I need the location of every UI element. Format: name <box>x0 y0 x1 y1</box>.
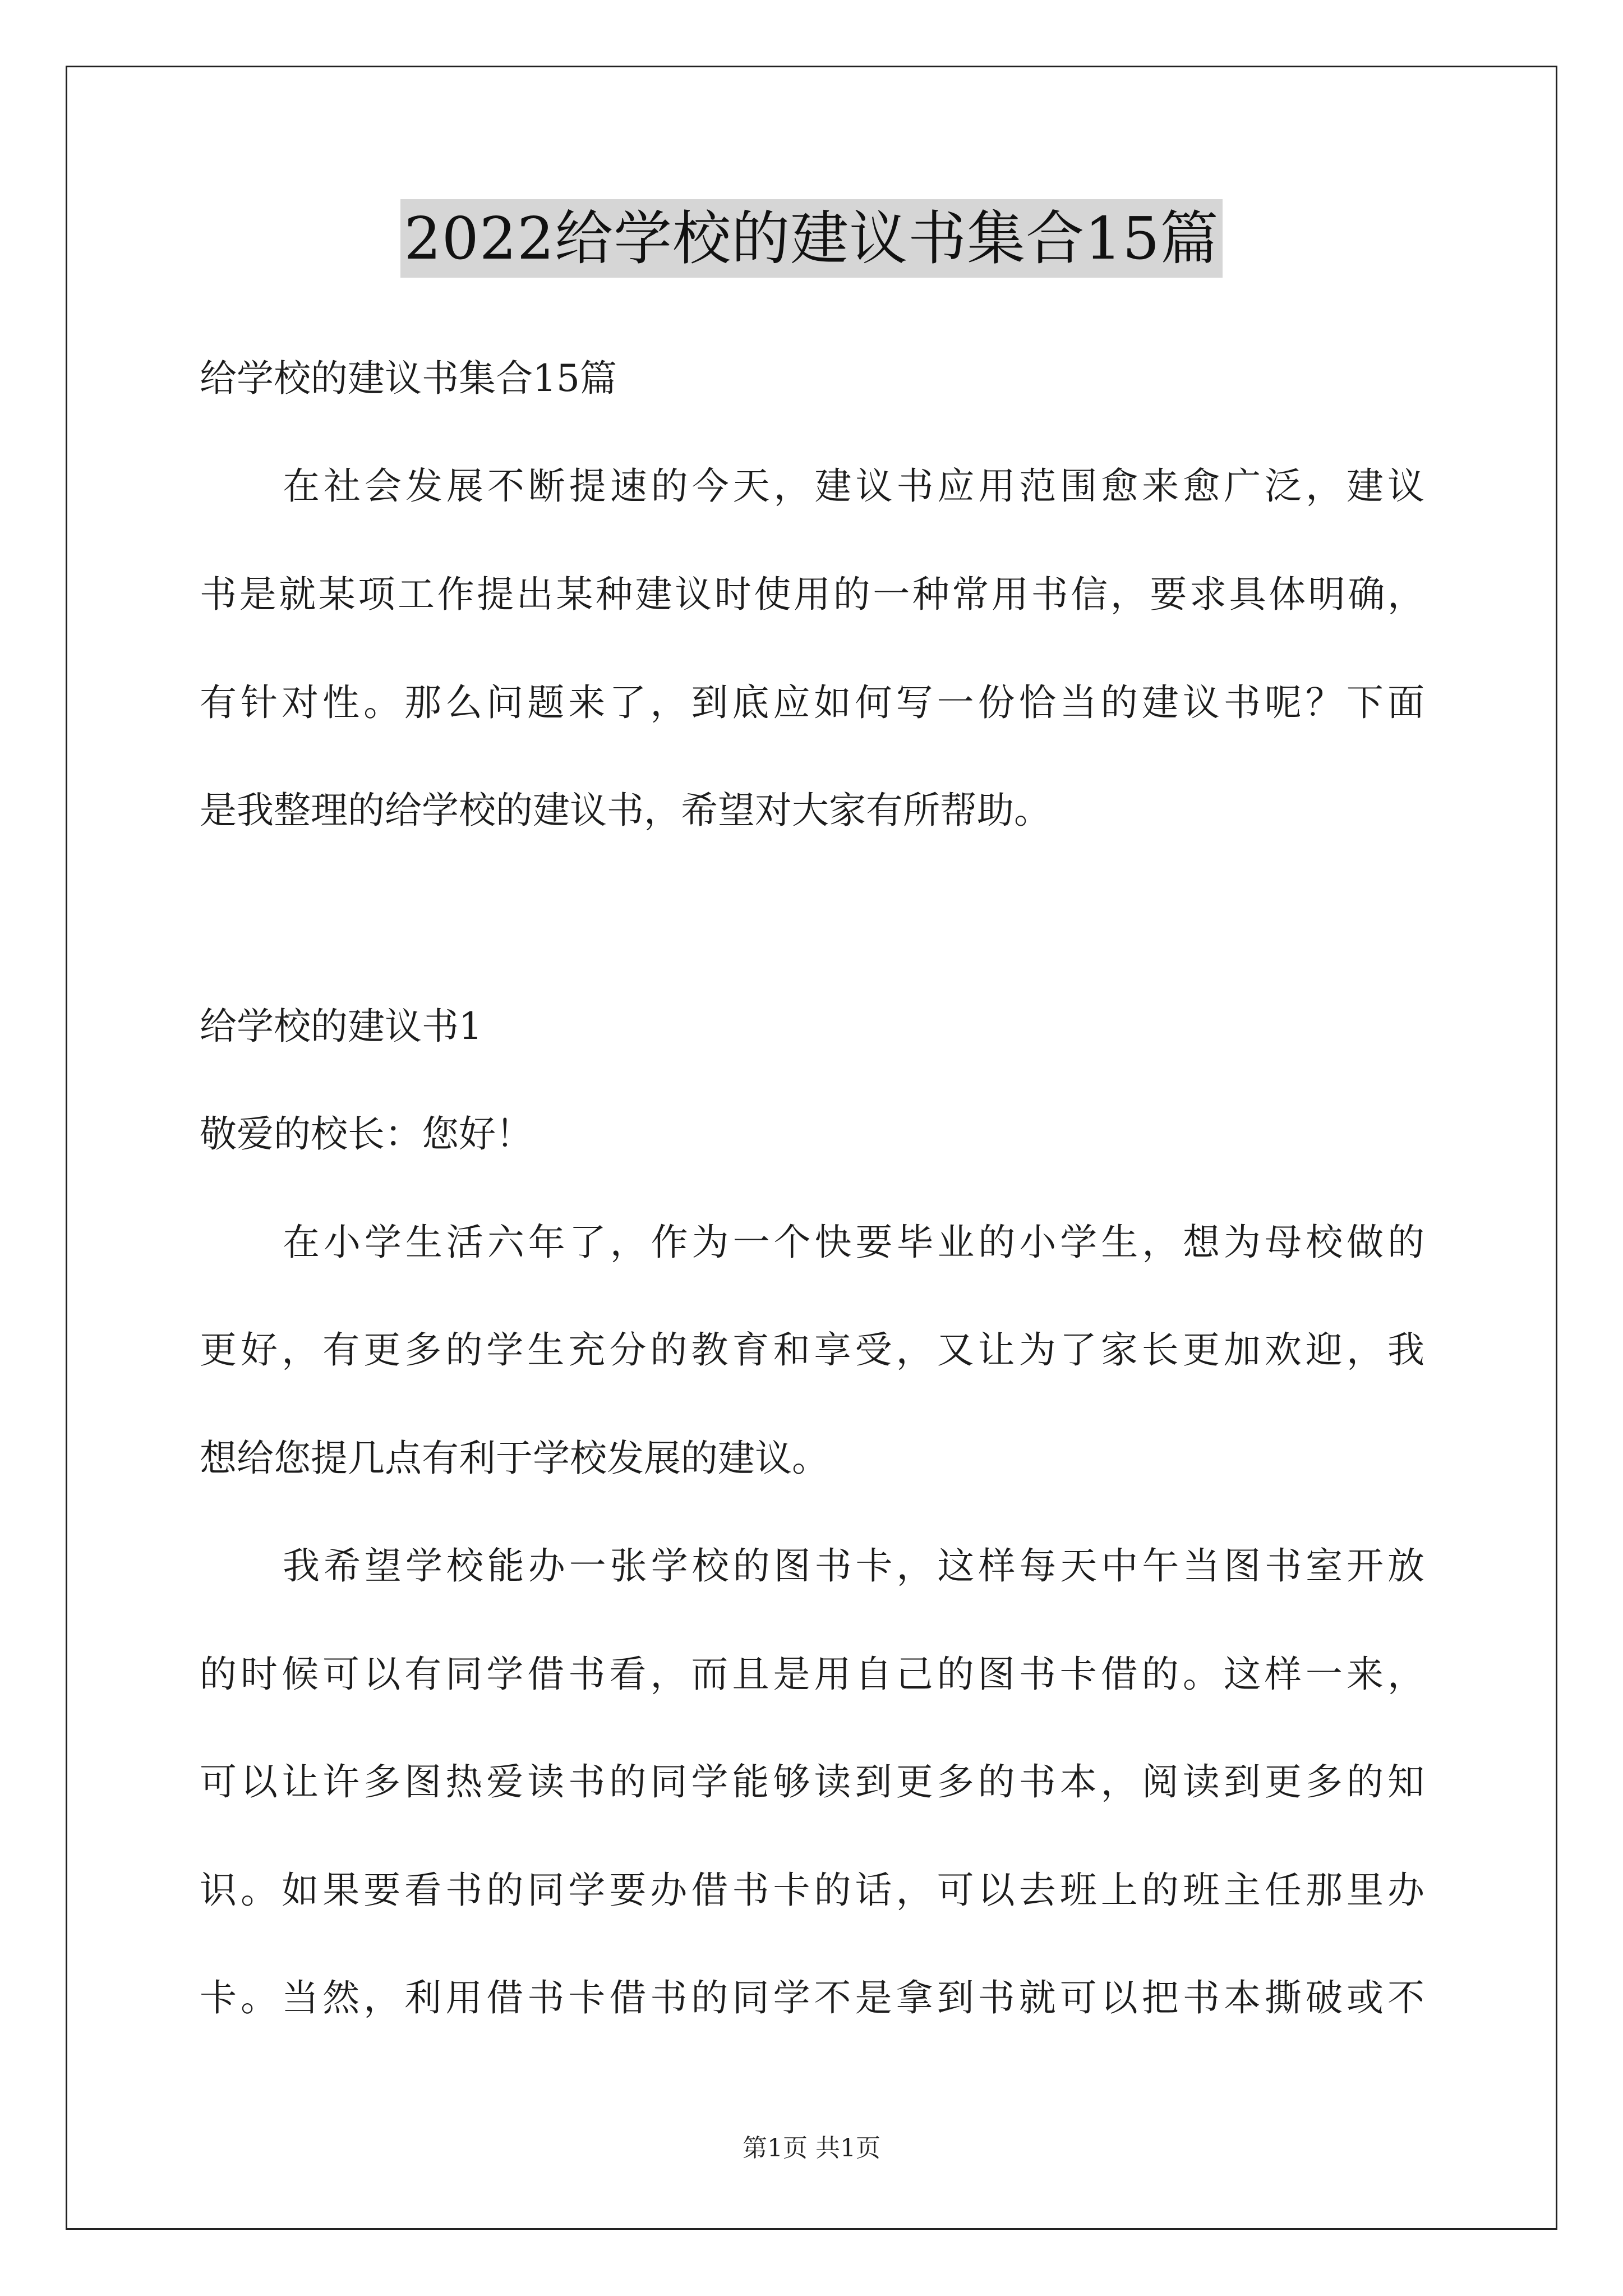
intro-line-1: 在社会发展不断提速的今天，建议书应用范围愈来愈广泛，建议 <box>283 464 1424 508</box>
intro-line-3: 有针对性。那么问题来了，到底应如何写一份恰当的建议书呢？下面 <box>200 681 1424 724</box>
title-container <box>0 199 1623 278</box>
section-heading: 给学校的建议书1 <box>200 1005 482 1048</box>
para2-line-4: 识。如果要看书的同学要办借书卡的话，可以去班上的班主任那里办 <box>200 1869 1424 1912</box>
para2-line-3: 可以让许多图热爱读书的同学能够读到更多的书本，阅读到更多的知 <box>200 1760 1424 1803</box>
para1-line-3: 想给您提几点有利于学校发展的建议。 <box>200 1437 829 1480</box>
para2-line-2: 的时候可以有同学借书看，而且是用自己的图书卡借的。这样一来， <box>200 1653 1424 1696</box>
para2-line-5: 卡。当然，利用借书卡借书的同学不是拿到书就可以把书本撕破或不 <box>200 1976 1424 2019</box>
page-footer: 第1页 共1页 <box>743 2134 880 2162</box>
intro-line-4: 是我整理的给学校的建议书，希望对大家有所帮助。 <box>200 789 1051 832</box>
salutation: 敬爱的校长：您好！ <box>200 1112 533 1156</box>
document-title: 2022给学校的建议书集合15篇 <box>400 199 1222 278</box>
intro-line-2: 书是就某项工作提出某种建议时使用的一种常用书信，要求具体明确， <box>200 573 1424 616</box>
document-subtitle: 给学校的建议书集合15篇 <box>200 357 617 400</box>
para1-line-1: 在小学生活六年了，作为一个快要毕业的小学生，想为母校做的 <box>283 1221 1424 1264</box>
para1-line-2: 更好，有更多的学生充分的教育和享受，又让为了家长更加欢迎，我 <box>200 1328 1424 1372</box>
para2-line-1: 我希望学校能办一张学校的图书卡，这样每天中午当图书室开放 <box>283 1544 1424 1588</box>
